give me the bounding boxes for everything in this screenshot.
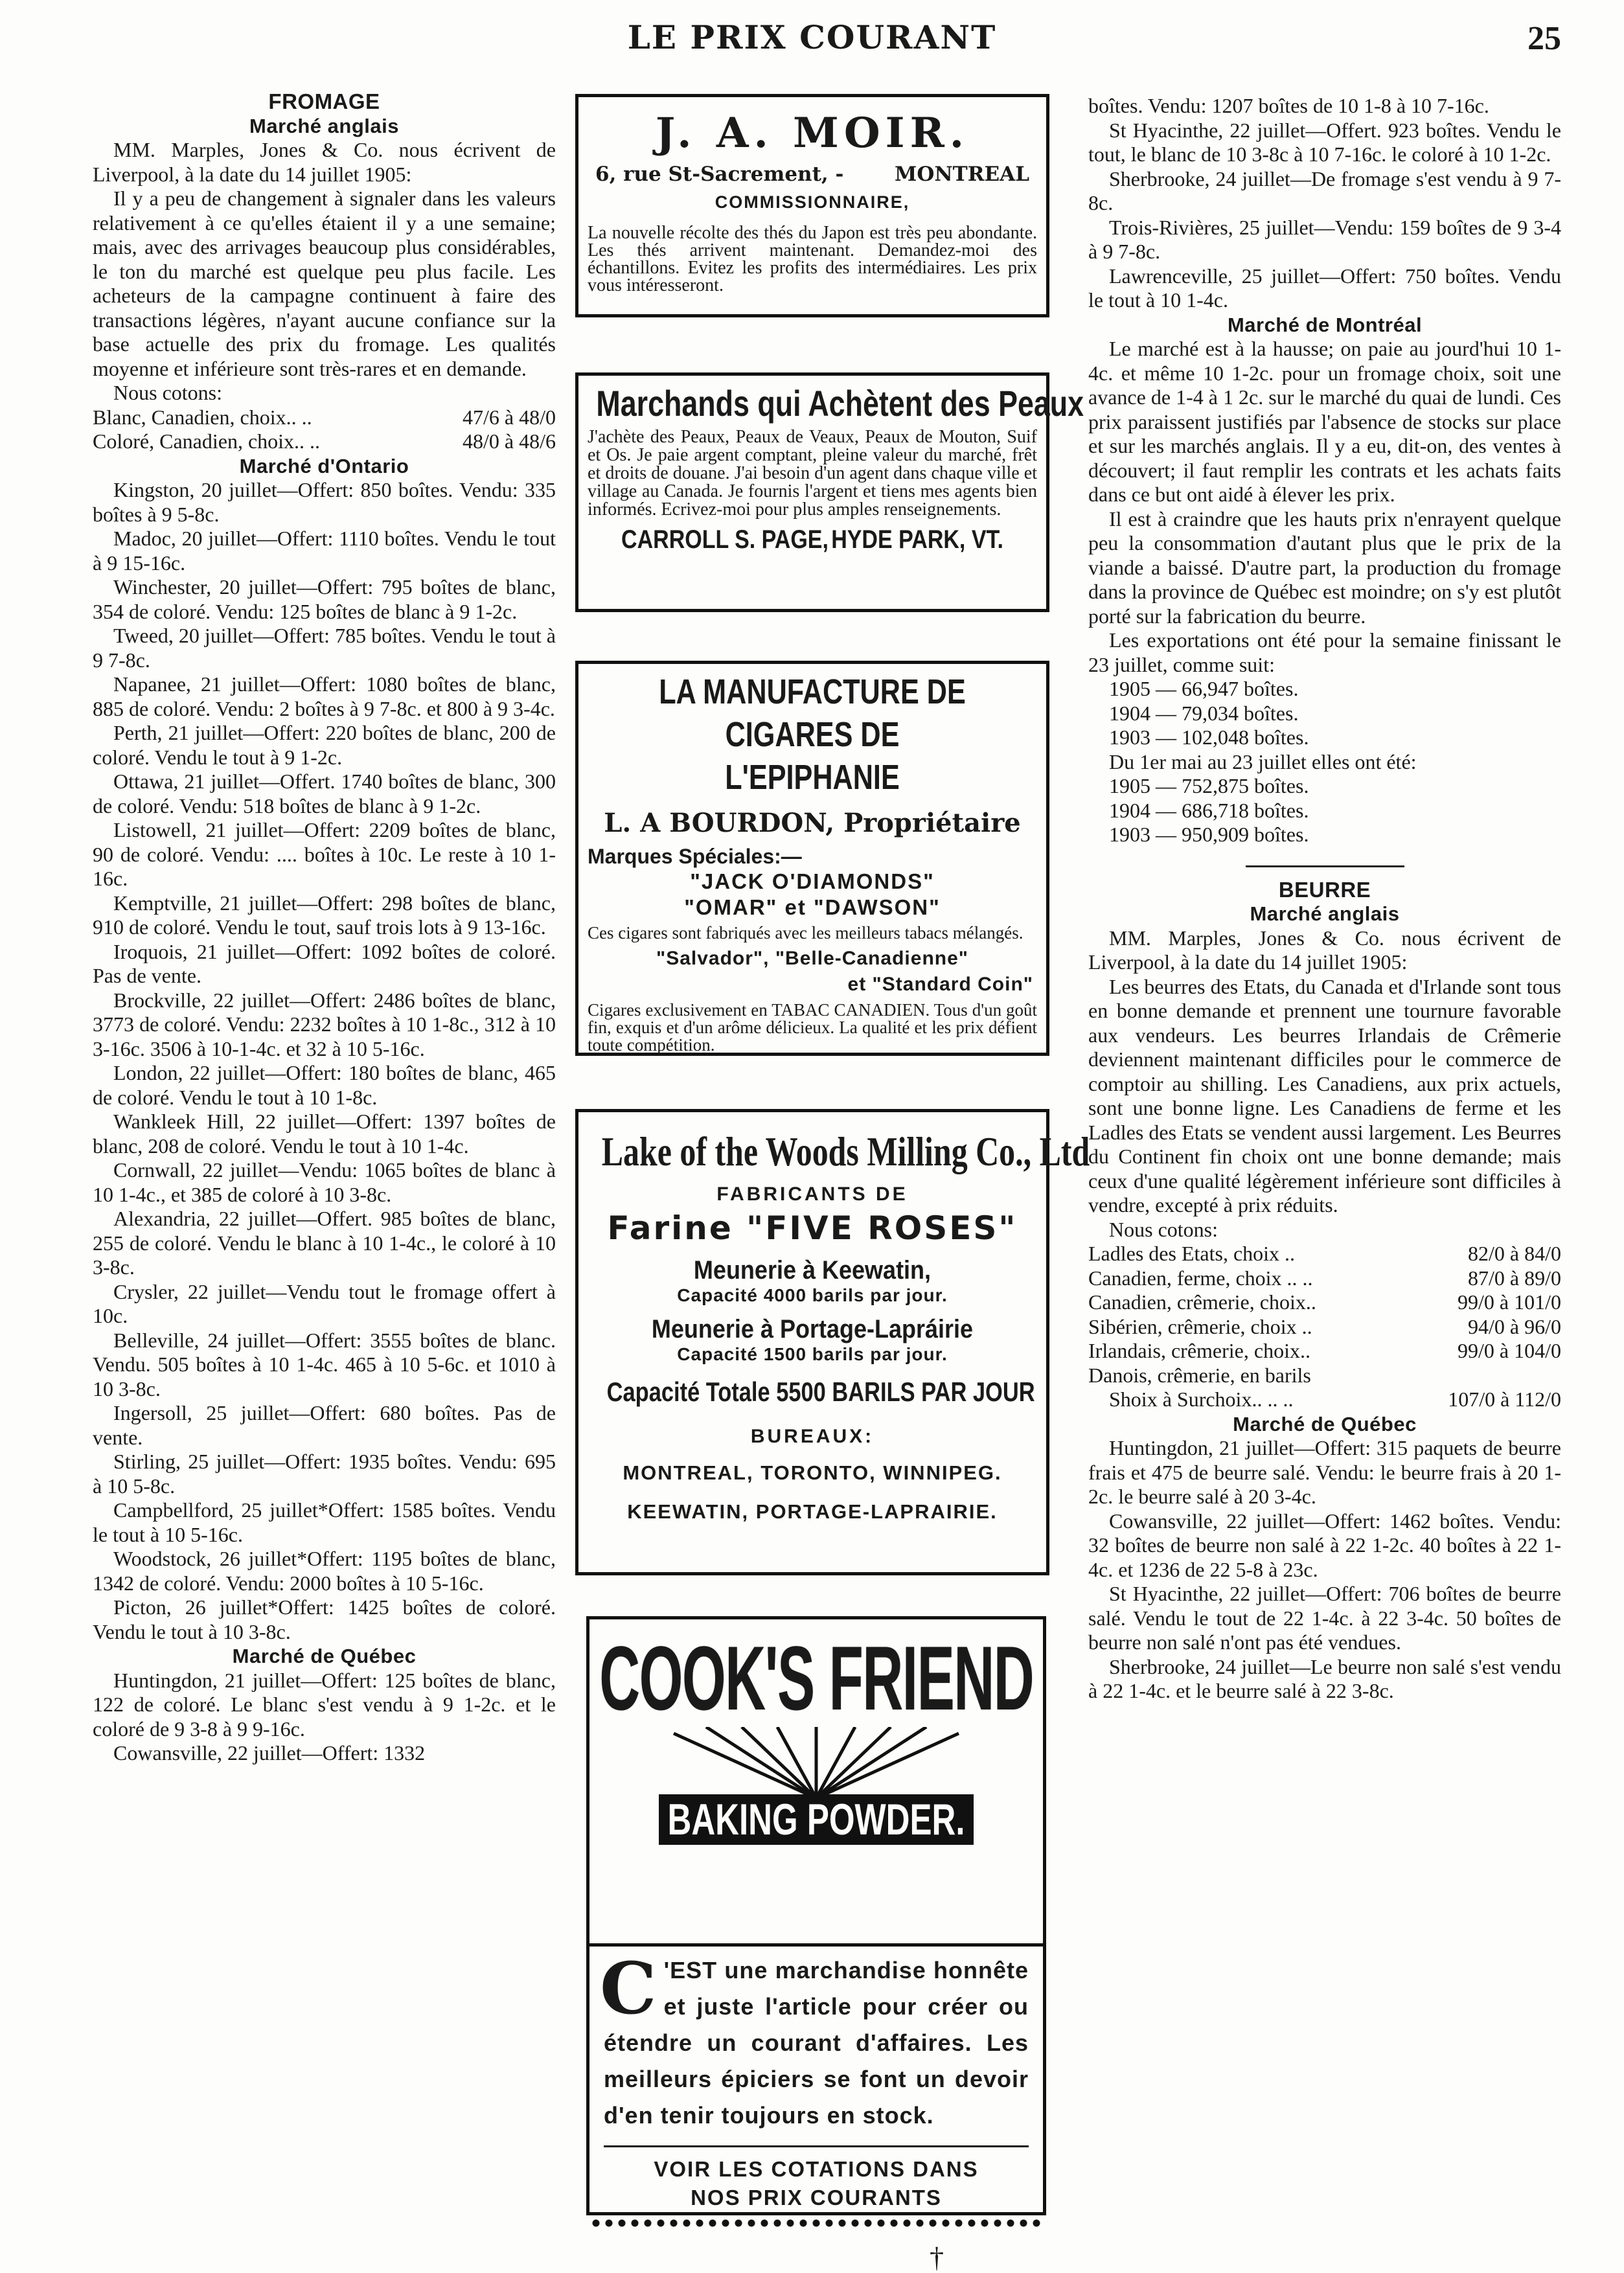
ad-cook-brand: COOK'S FRIEND (599, 1627, 1034, 1729)
ad-moir-address: 6, rue St-Sacrement, - MONTREAL (595, 163, 1029, 186)
page-header-title: LE PRIX COURANT (627, 18, 997, 56)
paragraph: Il est à craindre que les hauts prix n'enrayent quelque peu la consommation d'autant plus que le prix de la viande a baissé. D'autre part, la production du fromage dans la province de Québec est moindre; on s'y est plutôt porté sur la fabrication du beurre. (1088, 507, 1561, 628)
ad-cigares-title-1: LA MANUFACTURE DE CIGARES DE (659, 672, 966, 754)
market-report: Trois-Rivières, 25 juillet—Vendu: 159 boîtes de 9 3-4 à 9 7-8c. (1088, 215, 1561, 263)
price-quote-row: Irlandais, crêmerie, choix.. 99/0 à 104/0 (1088, 1339, 1561, 1362)
subsection-marche-quebec: Marché de Québec (1233, 1412, 1417, 1435)
section-title-fromage: FROMAGE (268, 89, 380, 113)
price-quote-row: Sibérien, crêmerie, choix .. 94/0 à 96/0 (1088, 1314, 1561, 1338)
market-report: Stirling, 25 juillet—Offert: 1935 boîtes. Vendu: 695 à 10 5-8c. (93, 1450, 556, 1498)
market-report: Sherbrooke, 24 juillet—Le beurre non salé s'est vendu à 22 1-4c. et le beurre salé à 22 3-8c. (1088, 1654, 1561, 1702)
ad-cooks-friend (586, 1616, 1046, 2219)
export-stat: 1905 — 752,875 boîtes. (1109, 774, 1309, 797)
market-report: Perth, 21 juillet—Offert: 220 boîtes de blanc, 200 de coloré. Vendu le tout à 9 1-2c. (93, 721, 556, 769)
subsection-marche-ontario: Marché d'Ontario (239, 454, 409, 477)
paragraph: Il y a peu de changement à signaler dans les valeurs relativement à ce qu'elles étaient il y a une semaine; mais, avec des arrivages beaucoup plus considérables, le ton du marché est quelque peu plus facile. Les acheteurs de la campagne continuent à faire des transactions légères, n'ayant aucune confiance sur la base actuelle des prix du fromage. Les qualités moyenne et inférieure sont très-rares et en demande. (93, 187, 556, 380)
paragraph: MM. Marples, Jones & Co. nous écrivent de Liverpool, à la date du 14 juillet 1905: (93, 138, 556, 186)
section-title-beurre: BEURRE (1278, 877, 1371, 902)
market-report: Cowansville, 22 juillet—Offert: 1462 boîtes. Vendu: 32 boîtes de beurre non salé à 22 1-2c. 40 boîtes à 22 1-4c. et 1236 de 22 5-8 à 23c. (1088, 1509, 1561, 1581)
ad-peaux-title: Marchands qui Achètent des Peaux (596, 383, 1084, 424)
market-report: Madoc, 20 juillet—Offert: 1110 boîtes. Vendu le tout à 9 15-16c. (93, 527, 556, 575)
market-report: Kemptville, 21 juillet—Offert: 298 boîtes de blanc, 910 de coloré. Vendu le tout, sauf trois lots à 9 13-16c. (93, 891, 556, 939)
page-number: 25 (1527, 20, 1561, 57)
market-report: Huntingdon, 21 juillet—Offert: 315 paquets de beurre frais et 475 de beurre salé. Vendu: le beurre frais à 20 1-2c. le beurre salé à 20 3-4c. (1088, 1436, 1561, 1508)
market-report: Brockville, 22 juillet—Offert: 2486 boîtes de blanc, 3773 de coloré. Vendu: 2232 boîtes à 10 1-8c., 312 à 10 3-16c. 3506 à 10-1-4c. et 32 à 10 5-16c. (93, 988, 556, 1060)
ad-cigares-brand: "JACK O'DIAMONDS" (690, 869, 935, 893)
market-report: Cowansville, 22 juillet—Offert: 1332 (113, 1741, 426, 1765)
market-report: St Hyacinthe, 22 juillet—Offert. 923 boîtes. Vendu le tout, le blanc de 10 3-8c à 10 7-16c. le coloré à 10 1-2c. (1088, 118, 1561, 166)
beaded-border (589, 2219, 1043, 2228)
ad-peaux-signature: CARROLL S. PAGE, HYDE PARK, VT. (621, 525, 1003, 554)
ad-peaux-text: J'achète des Peaux, Peaux de Veaux, Peaux de Mouton, Suif et Os. Je paie argent comptant, pleine valeur du marché, frêt et droits de douane. J'ai besoin d'un agent dans chaque ville et village au Canada. Je fournis l'argent et tiens mes agents bien informés. Ecrivez-moi pour plus amples renseignements. (588, 427, 1037, 520)
market-report: Cornwall, 22 juillet—Vendu: 1065 boîtes de blanc à 10 1-4c., et 385 de coloré à 10 3-8c. (93, 1158, 556, 1206)
market-report: Campbellford, 25 juillet*Offert: 1585 boîtes. Vendu le tout à 10 5-16c. (93, 1498, 556, 1546)
price-quote-row: Ladles des Etats, choix .. 82/0 à 84/0 (1088, 1242, 1561, 1265)
ad-lake-fabricants: FABRICANTS DE (716, 1183, 908, 1205)
ad-cigares-text: Ces cigares sont fabriqués avec les meilleurs tabacs mélangés. (588, 923, 1024, 942)
market-report: Huntingdon, 21 juillet—Offert: 125 boîtes de blanc, 122 de coloré. Le blanc s'est vendu à 9 1-2c. et le coloré de 9 3-8 à 9 9-16c. (93, 1668, 556, 1741)
paragraph: Le marché est à la hausse; on paie au jourd'hui 10 1-4c. et même 10 1-2c. pour un fromage choix, soit une avance de 1-4 à 1 2c. sur le marché du quai de lundi. Ces prix paraissent justifiés par l'absence de stocks sur place et sur les marchés anglais. Il y a eu, dit-on, des ventes à découvert; il faut remplir les contrats et les achats faits dans ce but ont aidé à élever les prix. (1088, 337, 1561, 506)
market-report: Belleville, 24 juillet—Offert: 3555 boîtes de blanc. Vendu. 505 boîtes à 10 1-4c. 465 à 10 5-6c. et 1010 à 10 3-8c. (93, 1328, 556, 1400)
subsection-marche-anglais: Marché anglais (249, 114, 399, 137)
ad-cook-product: BAKING POWDER. (659, 1794, 974, 1845)
market-report: St Hyacinthe, 22 juillet—Offert: 706 boîtes de beurre salé. Vendu le tout de 22 1-4c. à 22 3-4c. 50 boîtes de beurre non salé n'ont pas été vendues. (1088, 1582, 1561, 1654)
market-report: Lawrenceville, 25 juillet—Offert: 750 boîtes. Vendu le tout à 10 1-4c. (1088, 264, 1561, 312)
ad-cook-message-box (586, 1943, 1046, 2215)
ad-moir-role: COMMISSIONNAIRE, (715, 192, 910, 212)
market-report: London, 22 juillet—Offert: 180 boîtes de blanc, 465 de coloré. Vendu le tout à 10 1-8c. (93, 1061, 556, 1109)
ad-lake-cities: MONTREAL, TORONTO, WINNIPEG. (623, 1461, 1002, 1484)
ad-cook-message: C 'EST une marchandise honnête et juste l'article pour créer ou étendre un courant d'affaires. Les meilleurs épiciers se font un devoir d'en tenir toujours en stock. (600, 1947, 1029, 2129)
ad-lake-capacity: Capacité 4000 barils par jour. (677, 1285, 948, 1305)
subsection-marche-montreal: Marché de Montréal (1227, 313, 1423, 336)
export-stat: 1903 — 950,909 boîtes. (1109, 823, 1309, 846)
export-stat: 1904 — 686,718 boîtes. (1109, 798, 1309, 822)
quote-intro: Nous cotons: (113, 381, 222, 404)
column-left (93, 89, 556, 1766)
ad-lake-of-the-woods (575, 1109, 1090, 1575)
ad-lake-cities: KEEWATIN, PORTAGE-LAPRAIRIE. (627, 1500, 998, 1523)
ad-cigares-brand: et "Standard Coin" (847, 974, 1033, 995)
ad-cigares-marques: Marques Spéciales:— (588, 845, 802, 868)
market-report: Ingersoll, 25 juillet—Offert: 680 boîtes. Pas de vente. (93, 1401, 556, 1449)
export-stat: 1905 — 66,947 boîtes. (1109, 677, 1299, 700)
ad-moir-name: J. A. MOIR. (655, 109, 970, 157)
price-quote-row: Blanc, Canadien, choix.. .. 47/6 à 48/0 (93, 405, 556, 429)
market-report: Crysler, 22 juillet—Vendu tout le fromage offert à 10c. (93, 1279, 556, 1327)
market-report: Listowell, 21 juillet—Offert: 2209 boîtes de blanc, 90 de coloré. Vendu: .... boîtes à 10c. Le reste à 10 1-16c. (93, 818, 556, 890)
price-quote-row: Canadien, crêmerie, choix.. 99/0 à 101/0 (1088, 1290, 1561, 1314)
market-report: Ottawa, 21 juillet—Offert. 1740 boîtes de blanc, 300 de coloré. Vendu: 518 boîtes de blanc à 9 1-2c. (93, 770, 556, 817)
market-report: Sherbrooke, 24 juillet—De fromage s'est vendu à 9 7-8c. (1088, 166, 1561, 214)
drop-cap: C (600, 1947, 658, 2030)
ad-cigares (575, 661, 1049, 1056)
ad-lake-total: Capacité Totale 5500 BARILS PAR JOUR (606, 1376, 1035, 1407)
section-divider (1246, 865, 1404, 867)
market-report: Winchester, 20 juillet—Offert: 795 boîtes de blanc, 354 de coloré. Vendu: 125 boîtes de blanc à 9 1-2c. (93, 575, 556, 623)
quote-intro: Nous cotons: (1109, 1217, 1218, 1241)
market-report: Wankleek Hill, 22 juillet—Offert: 1397 boîtes de blanc, 208 de coloré. Vendu le tout à 10 1-4c. (93, 1110, 556, 1158)
ad-cook-see-quotes: VOIR LES COTATIONS DANS NOS PRIX COURANTS (604, 2145, 1029, 2212)
price-quote-row: Canadien, ferme, choix .. .. 87/0 à 89/0 (1088, 1266, 1561, 1290)
paragraph: Les beurres des Etats, du Canada et d'Irlande sont tous en bonne demande et prennent une tournure favorable aux vendeurs. Les beurres Irlandais de Crêmerie deviennent maintenant difficiles pour le commerce de comptoir au shilling. Les Canadiens, aux prix actuels, sont une bonne ligne. Les Canadiens de ferme et les Ladles des Etats se vendent aussi largement. Les Beurres du Continent fin choix ont une bonne demande; mais ceux d'une qualité légèrement inférieure sont difficiles à vendre, excepté à prix réduits. (1088, 974, 1561, 1216)
export-stat: 1904 — 79,034 boîtes. (1109, 701, 1299, 725)
ad-lake-bureaux: BUREAUX: (750, 1426, 875, 1447)
ad-moir-text: La nouvelle récolte des thés du Japon est très peu abondante. Les thés arrivent maintenant. Demandez-moi des échantillons. Evitez les profits des intermédiaires. Les prix vous intéresseront. (588, 223, 1037, 295)
ad-cook-banner (586, 1616, 1046, 1947)
ad-ja-moir (575, 94, 1049, 317)
price-quote-row: Shoix à Surchoix.. .. .. 107/0 à 112/0 (1109, 1388, 1561, 1411)
ad-cigares-title-2: L'EPIPHANIE (725, 758, 900, 797)
ad-lake-flour: Farine "FIVE ROSES" (607, 1209, 1018, 1247)
market-report: Tweed, 20 juillet—Offert: 785 boîtes. Vendu le tout à 9 7-8c. (93, 624, 556, 672)
ad-cigares-owner: L. A BOURDON, Propriétaire (604, 808, 1021, 838)
market-report: Kingston, 20 juillet—Offert: 850 boîtes. Vendu: 335 boîtes à 9 5-8c. (93, 478, 556, 526)
ontario-list (93, 478, 556, 1644)
footer-mark: † (930, 2242, 944, 2273)
subsection-marche-quebec: Marché de Québec (232, 1645, 417, 1667)
market-report: Iroquois, 21 juillet—Offert: 1092 boîtes de coloré. Pas de vente. (93, 939, 556, 987)
price-quote-row: Coloré, Canadien, choix.. .. 48/0 à 48/6 (93, 429, 556, 453)
price-quote-label: Danois, crêmerie, en barils (1088, 1363, 1311, 1387)
export-stat: 1903 — 102,048 boîtes. (1109, 725, 1309, 749)
paragraph: MM. Marples, Jones & Co. nous écrivent de Liverpool, à la date du 14 juillet 1905: (1088, 926, 1561, 974)
market-report: Picton, 26 juillet*Offert: 1425 boîtes de coloré. Vendu le tout à 10 3-8c. (93, 1595, 556, 1643)
ad-lake-capacity: Capacité 1500 barils par jour. (677, 1344, 948, 1364)
ad-peaux (575, 372, 1084, 612)
ad-lake-title: Lake of the Woods Milling Co., Ltd (601, 1128, 1090, 1174)
sunburst-icon (635, 1727, 998, 1798)
market-report: Woodstock, 26 juillet*Offert: 1195 boîtes de blanc, 1342 de coloré. Vendu: 2000 boîtes à 10 5-16c. (93, 1547, 556, 1595)
paragraph: Les exportations ont été pour la semaine finissant le 23 juillet, comme suit: (1088, 628, 1561, 676)
ad-cigares-brand: "OMAR" et "DAWSON" (684, 895, 941, 919)
ad-lake-mill: Meunerie à Keewatin, (693, 1256, 932, 1285)
ad-cigares-brand: "Salvador", "Belle-Canadienne" (656, 948, 969, 969)
market-report: Alexandria, 22 juillet—Offert. 985 boîtes de blanc, 255 de coloré. Vendu le blanc à 10 1-4c., le coloré à 10 3-8c. (93, 1207, 556, 1279)
ad-cigares-text: Cigares exclusivement en TABAC CANADIEN. Tous d'un goût fin, exquis et d'un arôme délicieux. La qualité et les prix défient toute compétition. (588, 1000, 1037, 1055)
ad-lake-mill: Meunerie à Portage-Lapráirie (651, 1315, 974, 1343)
export-intro: Du 1er mai au 23 juillet elles ont été: (1109, 749, 1417, 773)
market-report: boîtes. Vendu: 1207 boîtes de 10 1-8 à 10 7-16c. (1088, 94, 1489, 117)
column-right (1088, 94, 1561, 1704)
subsection-marche-anglais: Marché anglais (1250, 902, 1400, 925)
market-report: Napanee, 21 juillet—Offert: 1080 boîtes de blanc, 885 de coloré. Vendu: 2 boîtes à 9 7-8c. et 800 à 9 3-4c. (93, 672, 556, 720)
